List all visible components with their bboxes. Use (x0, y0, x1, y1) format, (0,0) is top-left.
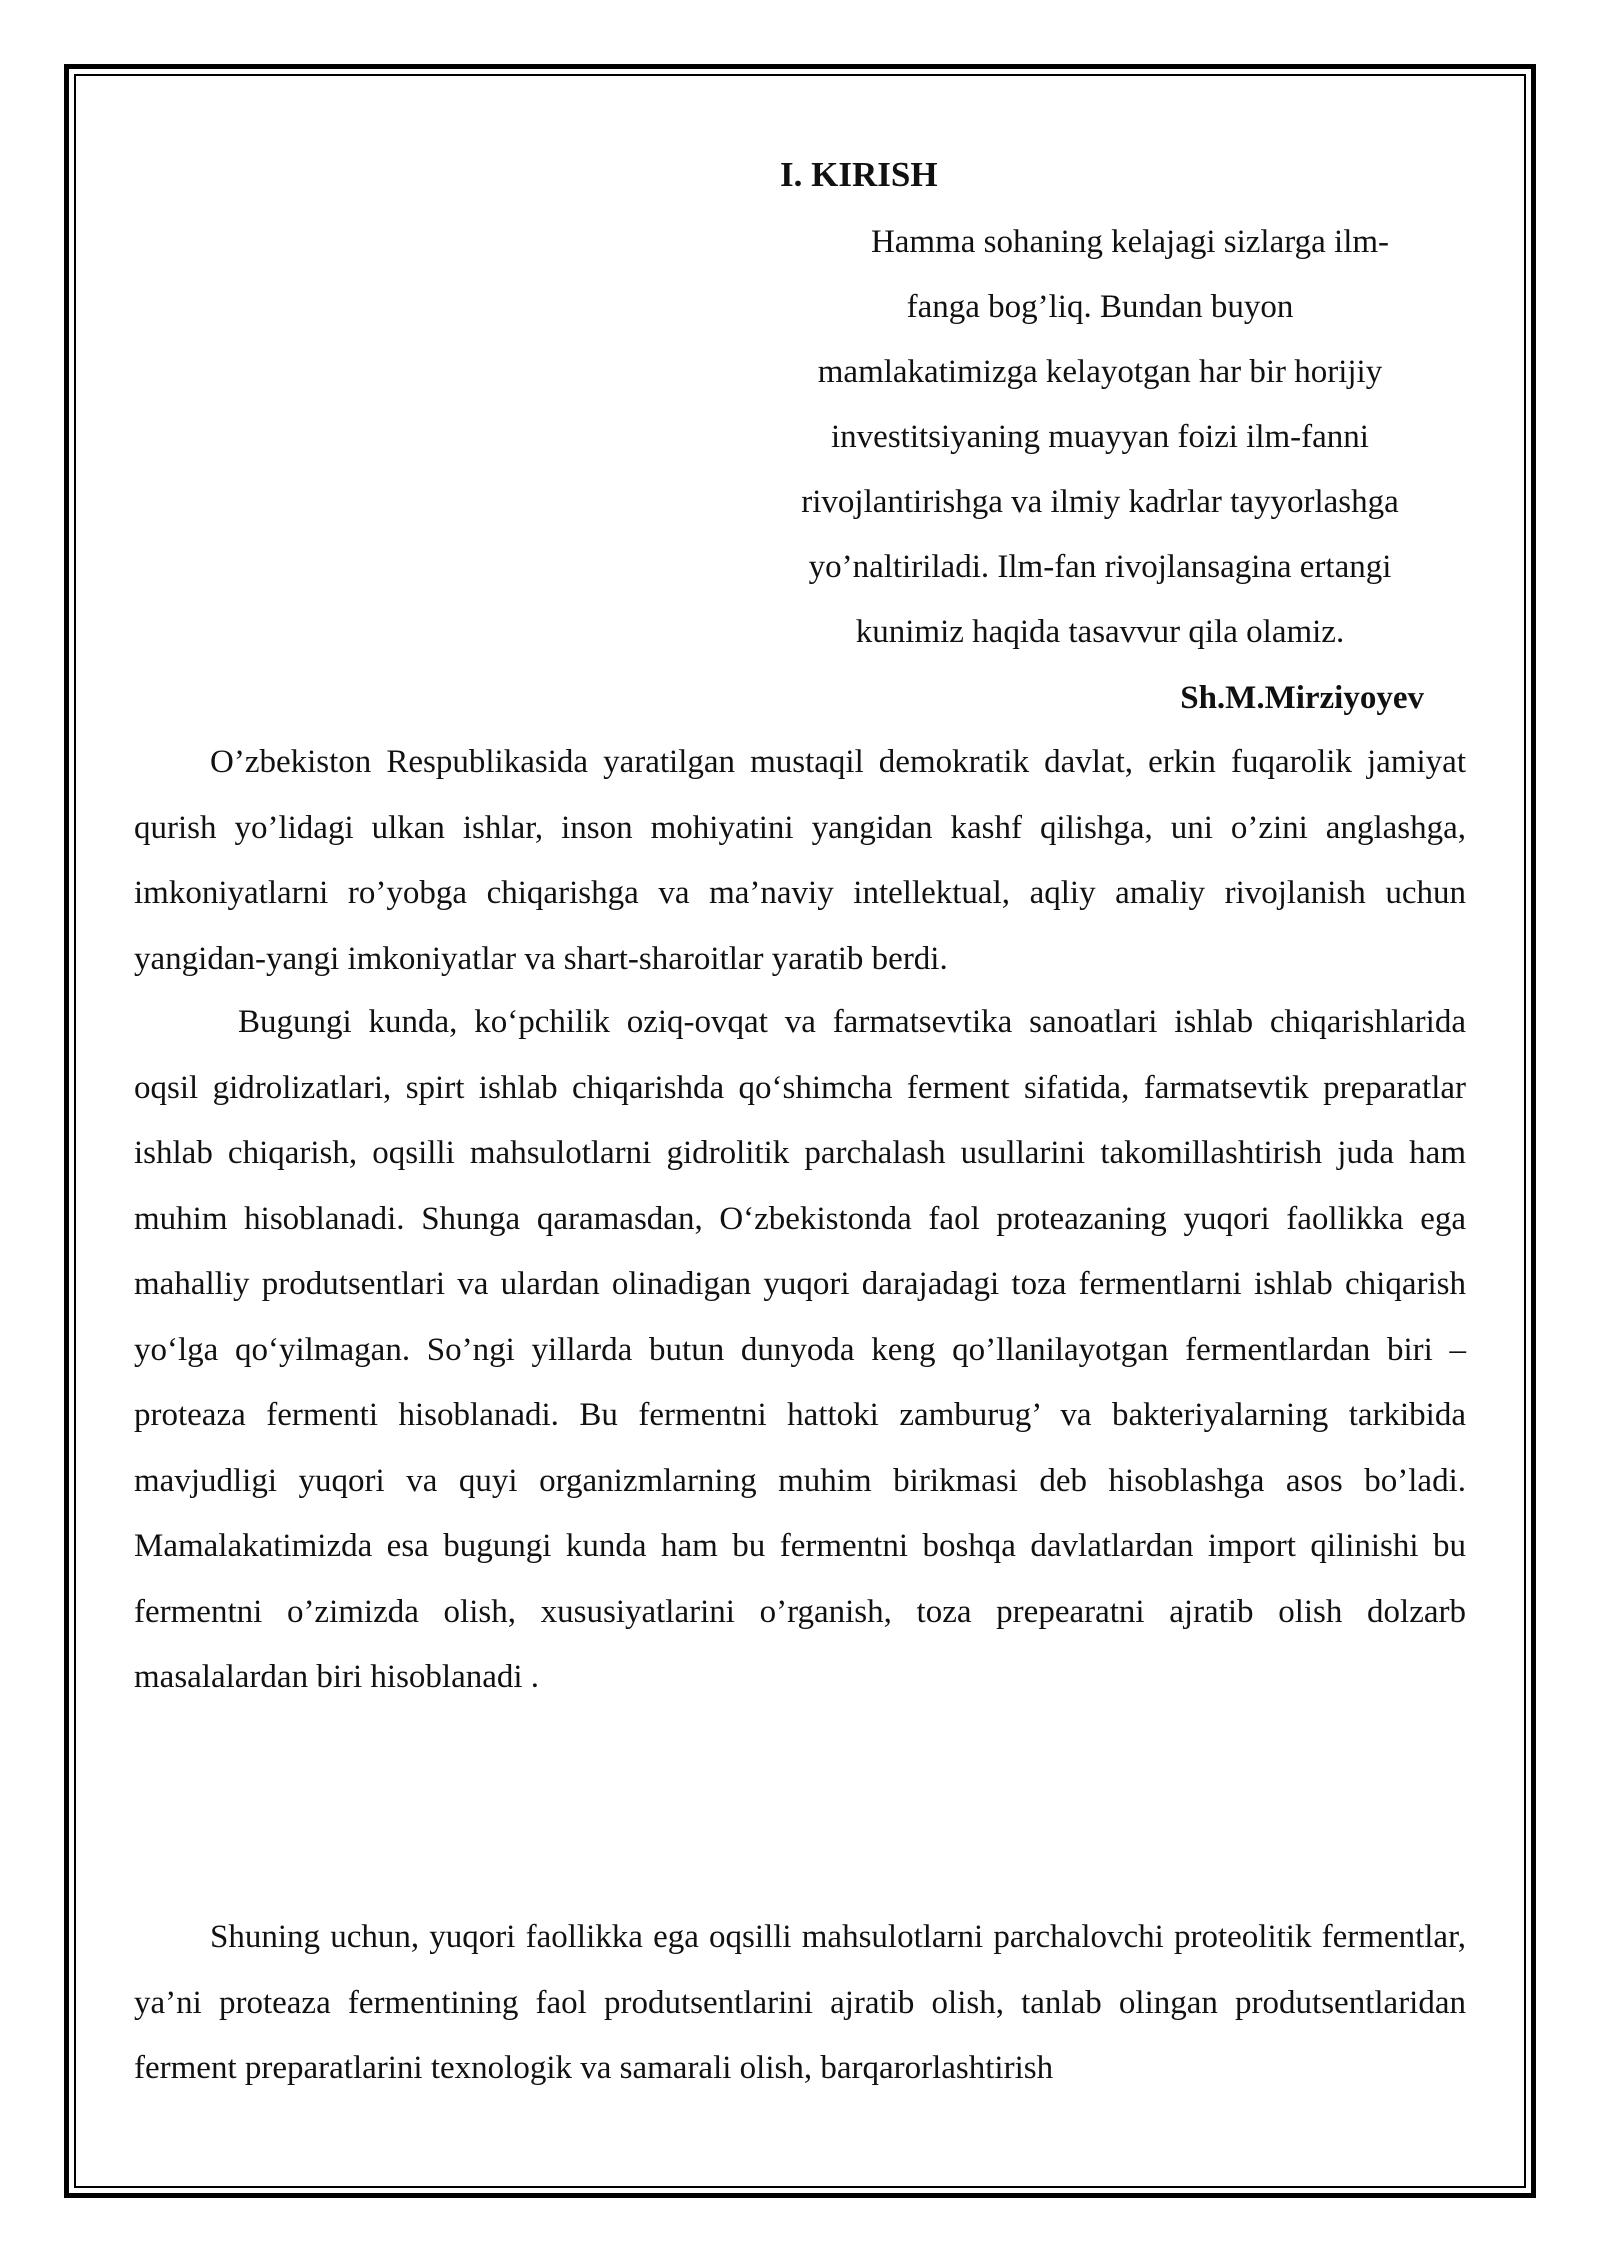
epigraph-line: yo’naltiriladi. Ilm-fan rivojlansagina ertangi (808, 549, 1392, 585)
body-paragraph: O’zbekiston Respublikasida yaratilgan mustaqil demokratik davlat, erkin fuqarolik jamiyat qurish yo’lidagi ulkan ishlar, inson mohiyatini yangidan kashf qilishga, uni o’zini anglashga, imkoniyatlarni ro’yobga chiqarishga va ma’naviy intellektual, aqliy amaliy rivojlanish uchun yangidan-yangi imkoniyatlar va shart-sharoitlar yaratib berdi. (134, 744, 1466, 977)
epigraph-author: Sh.M.Mirziyoyev (1180, 680, 1424, 716)
epigraph-line: kunimiz haqida tasavvur qila olamiz. (855, 614, 1345, 650)
body-paragraph: Shuning uchun, yuqori faollikka ega oqsilli mahsulotlarni parchalovchi proteolitik fermentlar, ya’ni proteaza fermentining faol produtsentlarini ajratib olish, tanlab olingan produtsentlaridan ferment preparatlarini texnologik va samarali olish, barqarorlashtirish (134, 1919, 1466, 2086)
epigraph-line: investitsiyaning muayyan foizi ilm-fanni (831, 419, 1369, 455)
body-paragraph: Bugungi kunda, ko‘pchilik oziq-ovqat va farmatsevtika sanoatlari ishlab chiqarishlarida oqsil gidrolizatlari, spirt ishlab chiqarishda qo‘shimcha ferment sifatida, farmatsevtik preparatlar ishlab chiqarish, oqsilli mahsulotlarni gidrolitik parchalash usullarini takomillashtirish juda ham muhim hisoblanadi. Shunga qaramasdan, O‘zbekistonda faol proteazaning yuqori faollikka ega mahalliy produtsentlari va ulardan olinadigan yuqori darajadagi toza fermentlarni ishlab chiqarish yo‘lga qo‘yilmagan. So’ngi yillarda butun dunyoda keng qo’llanilayotgan fermentlardan biri – proteaza fermenti hisoblanadi. Bu fermentni hattoki zamburug’ va bakteriyalarning tarkibida mavjudligi yuqori va quyi organizmlarning muhim birikmasi deb hisoblashga asos bo’ladi. Mamalakatimizda esa bugungi kunda ham bu fermentni boshqa davlatlardan import qilinishi bu fermentni o’zimizda olish, xususiyatlarini o’rganish, toza prepearatni ajratib olish dolzarb masalalardan biri hisoblanadi . (134, 1004, 1466, 1695)
epigraph-line: fanga bog’liq. Bundan buyon (906, 289, 1294, 325)
epigraph-line: mamlakatimizga kelayotgan har bir horijiy (817, 354, 1383, 390)
section-heading: I. KIRISH (780, 155, 938, 194)
epigraph-line: rivojlantirishga va ilmiy kadrlar tayyorlashga (801, 484, 1399, 520)
epigraph-line: Hamma sohaning kelajagi sizlarga ilm- (870, 224, 1390, 260)
epigraph-quote (750, 210, 1450, 665)
